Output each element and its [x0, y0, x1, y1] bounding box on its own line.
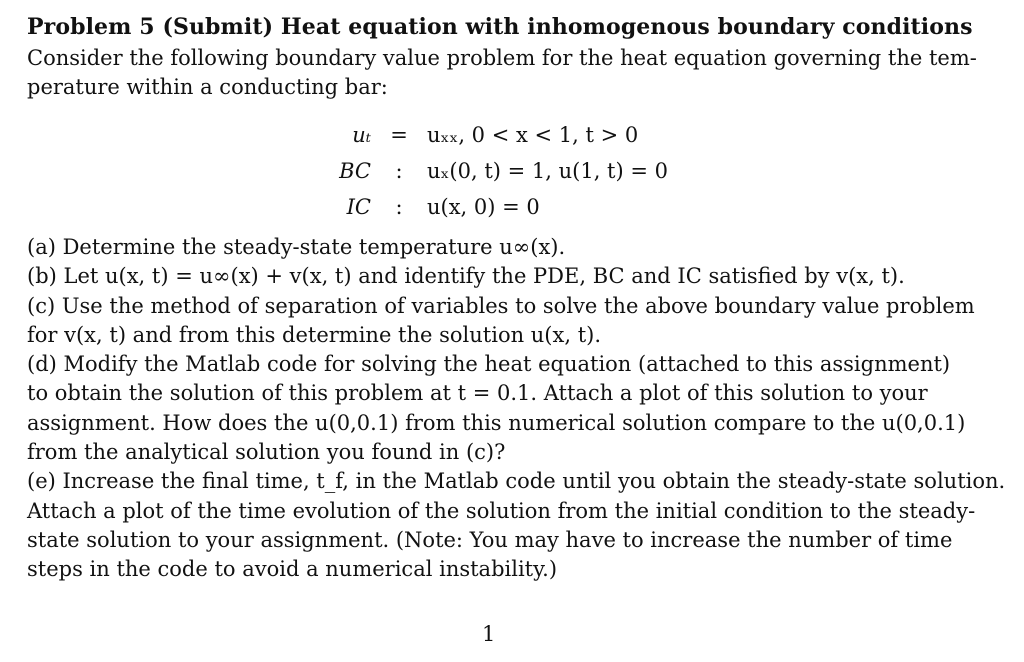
part-e-line: steps in the code to avoid a numerical instability.) [27, 557, 558, 582]
part-c-line: (c) Use the method of separation of variables to solve the above boundary value problem [27, 293, 975, 318]
equation-operator: : [395, 159, 403, 183]
part-a-line: (a) Determine the steady-state temperature u∞(x). [27, 235, 566, 259]
part-d-line: (d) Modify the Matlab code for solving the heat equation (attached to this assignment) [27, 352, 951, 377]
part-e-line: state solution to your assignment. (Note: You may have to increase the number of time [27, 527, 953, 552]
intro-paragraph [27, 44, 977, 103]
intro-line-1: Consider the following boundary value problem for the heat equation governing the tem- [27, 46, 977, 70]
equation-rhs: u(x, 0) = 0 [427, 195, 540, 219]
equation-row-bc [307, 153, 668, 189]
equation-row-pde [307, 117, 668, 153]
equation-rhs: uₓₓ, 0 < x < 1, t > 0 [427, 123, 639, 147]
equation-operator: : [395, 195, 403, 219]
equation-block [307, 117, 668, 225]
part-e-line: (e) Increase the final time, t_f, in the Matlab code until you obtain the steady-state solution. [27, 469, 1006, 494]
page-number: 1 [482, 622, 496, 646]
problem-parts [27, 233, 1006, 585]
equation-lhs: IC [346, 195, 371, 219]
equation-lhs: BC [339, 159, 371, 183]
equation-rhs: uₓ(0, t) = 1, u(1, t) = 0 [427, 159, 668, 183]
part-b-line: (b) Let u(x, t) = u∞(x) + v(x, t) and identify the PDE, BC and IC satisfied by v(x, t). [27, 264, 905, 289]
document-page [27, 0, 1006, 662]
part-d-line: from the analytical solution you found in (c)? [27, 440, 506, 465]
problem-title: Problem 5 (Submit) Heat equation with inhomogenous boundary conditions [27, 14, 973, 40]
equation-row-ic [307, 189, 668, 225]
part-d-line: assignment. How does the u(0,0.1) from this numerical solution compare to the u(0,0.1) [27, 410, 966, 435]
intro-line-2: perature within a conducting bar: [27, 75, 388, 100]
part-e-line: Attach a plot of the time evolution of the solution from the initial condition to the steady- [27, 498, 976, 523]
equation-operator: = [390, 123, 408, 147]
part-c-line: for v(x, t) and from this determine the solution u(x, t). [27, 322, 602, 347]
equation-lhs: uₜ [352, 123, 371, 147]
part-d-line: to obtain the solution of this problem at t = 0.1. Attach a plot of this solution to your [27, 381, 928, 406]
